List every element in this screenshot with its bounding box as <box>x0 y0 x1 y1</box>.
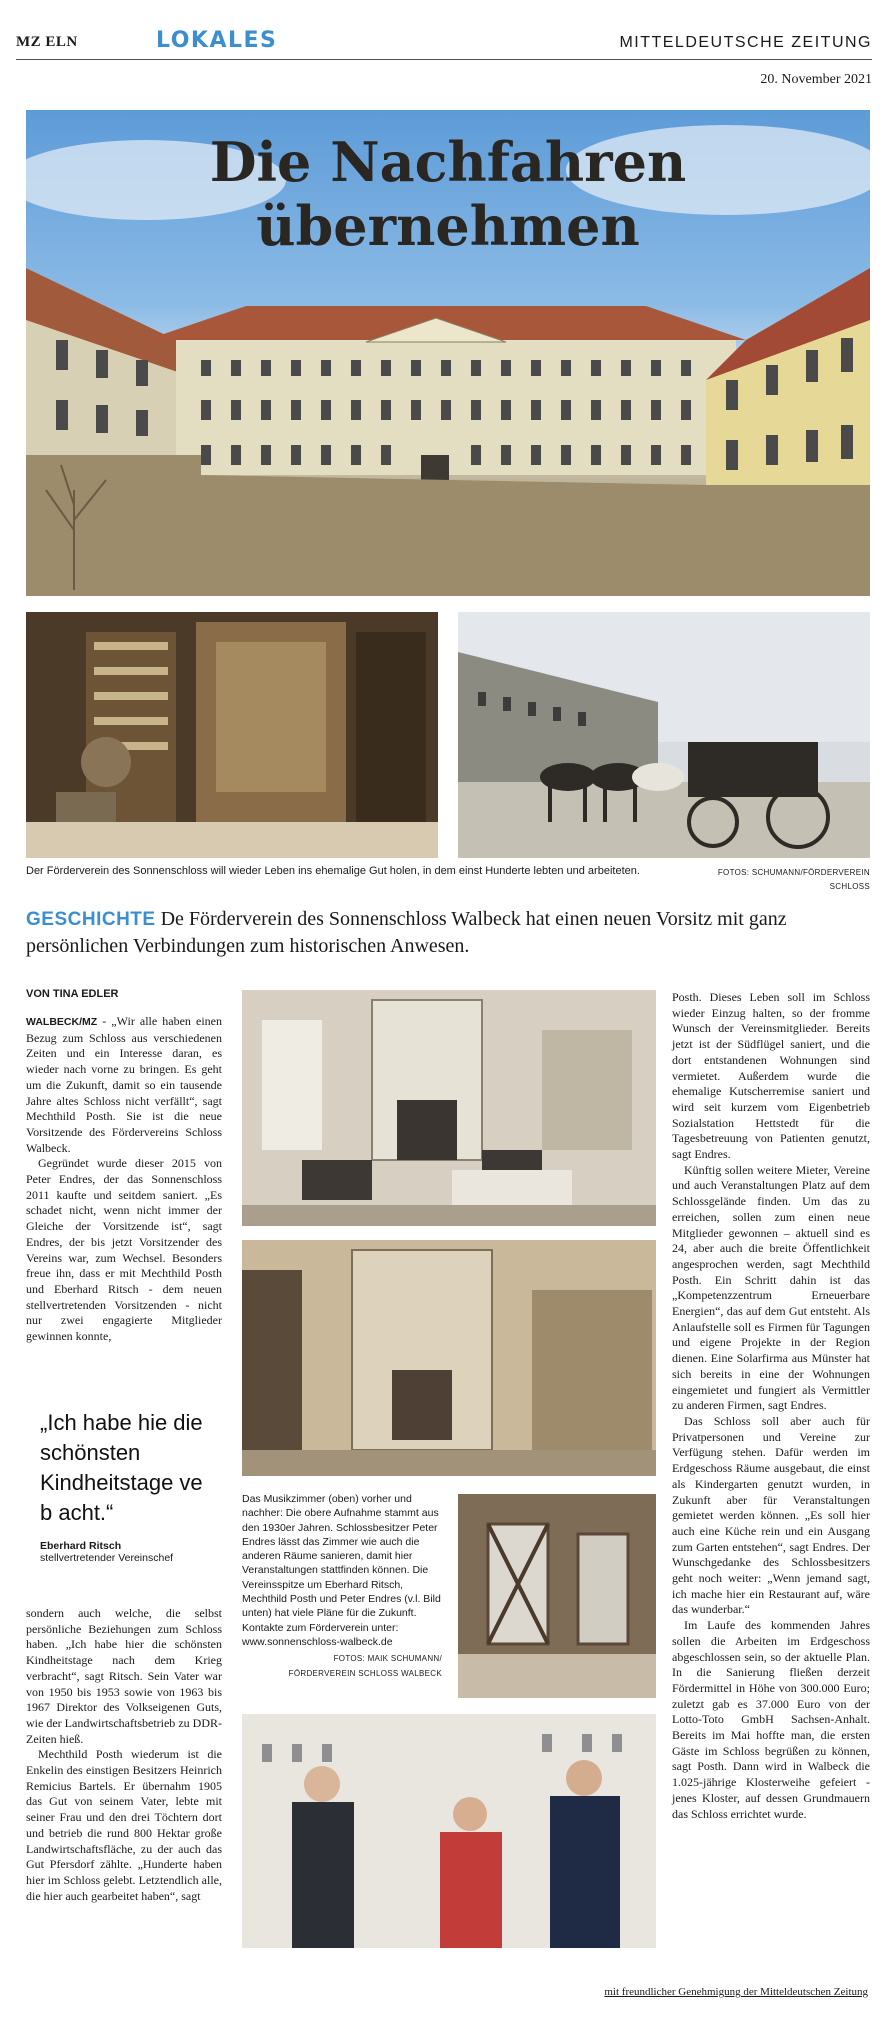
pull-quote-role: stellvertretender Vereinschef <box>40 1552 174 1564</box>
byline: VON TINA EDLER <box>26 988 119 1000</box>
teaser-text: De Förderverein des Sonnenschloss Walbeck hat einen neuen Vorsitz mit ganz persönlichen Verbindungen zum historischen Anwesen. <box>26 908 787 957</box>
photo-library <box>26 612 438 858</box>
publication-date: 20. November 2021 <box>760 72 872 87</box>
music-room-new-illustration <box>242 1240 656 1476</box>
library-illustration <box>26 612 438 858</box>
edition-label: MZ ELN <box>16 34 78 50</box>
article-column-3 <box>672 990 870 1822</box>
paragraph: sondern auch welche, die selbst persönliche Beziehungen zum Schloss haben. „Ich habe hier die schönsten Kindheitstage nach dem Krieg verbracht“, sagt Ritsch. Sein Vater war von 1950 bis 1953 sowie von 1963 bis 1967 Direktor des Volkseigenen Guts, wie der Landwirtschaftsbetrieb zu DDR-Zeiten hieß. <box>26 1606 222 1746</box>
masthead <box>16 28 872 60</box>
paragraph: Gegründet wurde dieser 2015 von Peter Endres, der das Sonnenschloss 2011 kaufte und seitdem saniert. „Es schadet nicht, wenn nicht immer der Gleiche der Vorsitzende ist“, sagt Endres, der bis jetzt Vorsitzender des Vereins war, zum Wechsel. Besonders freue ihn, dass er mit Mechthild Posth und Eberhard Ritsch - dem neuen stellvertretenden Vorsitzenden - nicht nur zwei engagierte Mitglieder gewinnen konnte, <box>26 1156 222 1344</box>
paragraph: Im Laufe des kommenden Jahres sollen die Arbeiten im Erdgeschoss abgeschlossen sein, so der aktuelle Plan. In die Sanierung fließen derzeit Fördermittel in Höhe von 300.000 Euro; zuletzt gab es 37.000 Euro von der Lotto-Toto GmbH Sachsen-Anhalt. Bereits im Mai hoffte man, die ersten Gäste im Schloss begrüßen zu können, sagt Posth. Dann wird in Walbeck die 1.025-jährige Klosterweihe gefeiert - jenes Kloster, auf dessen Grundmauern das Schloss errichtet wurde. <box>672 1618 870 1821</box>
pull-quote <box>40 1408 212 1564</box>
photo-strip-credit: FOTOS: SCHUMANN/FÖRDERVEREIN SCHLOSS <box>717 868 870 891</box>
paragraph: Das Schloss soll aber auch für Privatpersonen und Vereine zur Verfügung stehen. Dafür werden im Erdgeschoss Räume ausgebaut, die einst als Kindergarten genutzt wurden, in Zukunft aber für Veranstaltungen gemietet werden können. „Es soll hier auch eine Küche rein und ein Ausgang zum Garten entstehen“, sagt Endres. Der Wunschgedanke des Schlossbesitzers geht noch weiter: „Wenn jemand sagt, ich mache hier ein Restaurant auf, wäre das wunderbar.“ <box>672 1413 870 1617</box>
board-members-illustration <box>242 1714 656 1948</box>
dateline: WALBECK/MZ <box>26 1016 98 1028</box>
photo-board-members <box>242 1714 656 1948</box>
music-room-caption <box>242 1492 442 1681</box>
music-room-old-illustration <box>242 990 656 1226</box>
headline-line-2: übernehmen <box>256 194 640 258</box>
paragraph-intro <box>26 1014 222 1156</box>
teaser-kicker: GESCHICHTE <box>26 909 156 930</box>
article-column-1-top <box>26 1014 222 1345</box>
photo-windows <box>458 1494 656 1698</box>
paragraph: Künftig sollen weitere Mieter, Vereine und auch Veranstaltungen Platz auf dem Schlossgelände finden. Um das zu erreichen, sollen zum einen neue Mitglieder gewonnen – aktuell sind es 24, aber auch die breite Öffentlichkeit angesprochen werden, sagt Mechthild Posth. Ein Schritt dahin ist das „Kompetenzzentrum Erneuerbare Energien“, das auf dem Gut entsteht. Als Anlaufstelle soll es Firmen für Tagungen und eigene Projekte in der Region dienen. Eine Solarfirma aus Münster hat sich bereits in eine der Wohnungen eingemietet und fungiert als Vermittler zu anderen Firmen, sagt Endres. <box>672 1162 870 1413</box>
article-column-1-bottom <box>26 1606 222 1904</box>
music-room-caption-text: Das Musikzimmer (oben) vorher und nachher: Die obere Aufnahme stammt aus den 1930er Jahren. Schlossbesitzer Peter Endres lässt das Zimmer wie auch die anderen Räume sanieren, damit hier Veranstaltungen stattfinden können. Die Vereinsspitze um Eberhard Ritsch, Mechthild Posth und Peter Endres (v.l. Bild unten) hat viele Pläne für die Zukunft. Kontakte zum Förderverein unter: www.sonnenschloss-walbeck.de <box>242 1493 441 1648</box>
photo-carriage <box>458 612 870 858</box>
section-title: LOKALES <box>156 28 278 53</box>
paragraph: Mechthild Posth wiederum ist die Enkelin des einstigen Besitzers Heinrich Remicius Bartels. Er übernahm 1905 das Gut von seinem Vater, lebte mit seiner Frau und den drei Töchtern dort und betrieb die rund 800 Hektar große Landwirtschaftsfläche, zu der auch das Gut Pfersdorf zählte. „Hunderte haben hier im Schloss gelebt. Letztendlich alle, die hier auch gearbeitet haben“, sagt <box>26 1747 222 1903</box>
headline <box>26 130 870 258</box>
music-room-credit-1: FOTOS: MAIK SCHUMANN/ <box>333 1654 442 1664</box>
pull-quote-text: „Ich habe hie die schönsten Kindheitstage ve b acht.“ <box>40 1410 203 1525</box>
windows-illustration <box>458 1494 656 1698</box>
hero-photo-castle <box>26 110 870 596</box>
newspaper-name: MITTELDEUTSCHE ZEITUNG <box>619 34 872 51</box>
pull-quote-author: Eberhard Ritsch <box>40 1540 122 1552</box>
music-room-credit-2: FÖRDERVEREIN SCHLOSS WALBECK <box>288 1668 442 1678</box>
paragraph: Posth. Dieses Leben soll im Schloss wieder Einzug halten, so der fromme Wunsch der Vereinsmitglieder. Bereits jetzt ist der Südflügel saniert, und die dort entstandenen Wohnungen sind vermietet. Außerdem wurde die ehemalige Kutscherremise saniert und wird seit kurzem vom Eigenbetrieb Sozialstation Hettstedt für die Tagesbetreuung von Patienten genutzt, sagt Endres. <box>672 990 870 1162</box>
teaser <box>26 906 870 960</box>
photo-strip-caption: Der Förderverein des Sonnenschloss will wieder Leben ins ehemalige Gut holen, in dem einst Hunderte lebten und arbeiteten. <box>26 865 640 877</box>
copyright-note: mit freundlicher Genehmigung der Mitteldeutschen Zeitung <box>604 1986 868 1998</box>
carriage-illustration <box>458 612 870 858</box>
photo-music-room-today <box>242 1240 656 1476</box>
photo-music-room-1930s <box>242 990 656 1226</box>
headline-line-1: Die Nachfahren <box>209 130 687 194</box>
paragraph-intro-text: - „Wir alle haben einen Bezug zum Schloss aus verschiedenen Zeiten und ein Interesse daran, es wieder nach vorne zu bringen. Es geht um die Zukunft, damit so ein tausende Jahre altes Schloss nicht verfällt“, sagt Mechthild Posth. Sie ist die neue Vorsitzende des Fördervereins Schloss Walbeck. <box>26 1014 222 1155</box>
